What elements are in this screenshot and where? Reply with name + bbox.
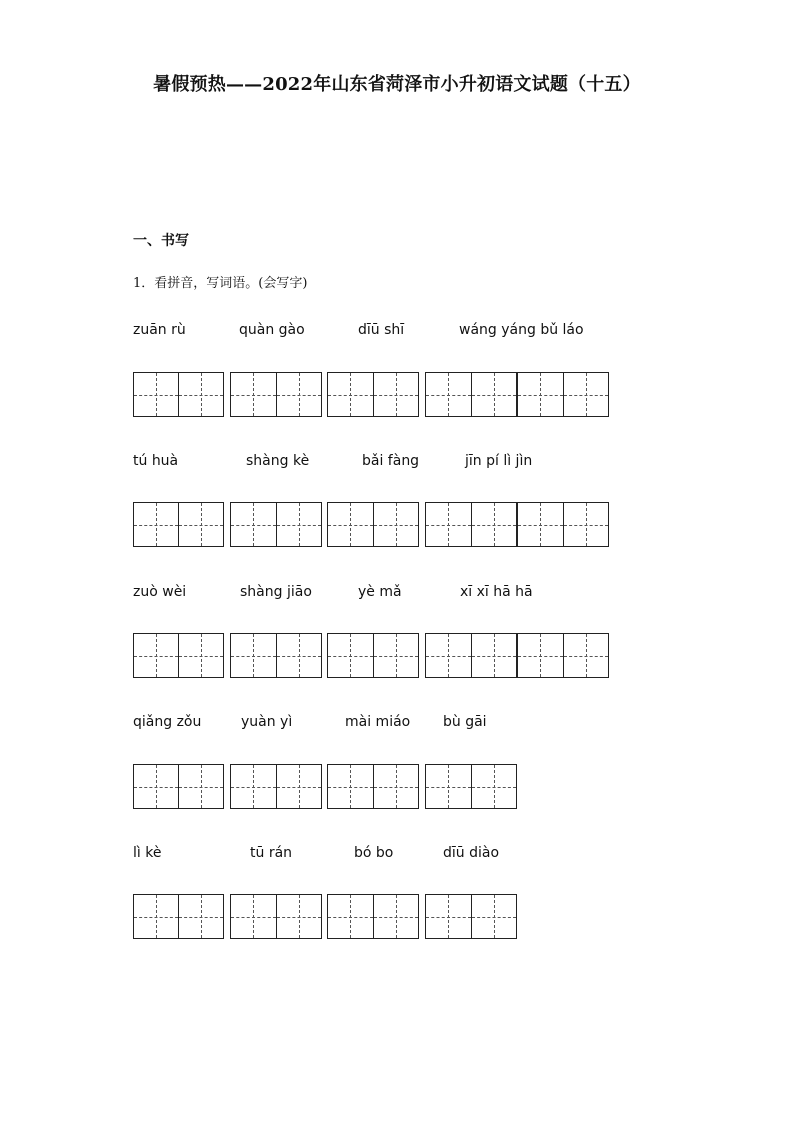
pinyin-label: dīū diào bbox=[443, 845, 500, 861]
writing-grid[interactable] bbox=[517, 502, 609, 547]
pinyin-label: tú huà bbox=[133, 453, 179, 469]
writing-grid[interactable] bbox=[133, 764, 224, 809]
section-heading: 一、书写 bbox=[133, 233, 189, 249]
pinyin-label: dīū shī bbox=[358, 322, 405, 338]
pinyin-label: yè mǎ bbox=[358, 584, 402, 600]
pinyin-label: shàng kè bbox=[246, 453, 310, 469]
pinyin-label: mài miáo bbox=[345, 714, 411, 730]
writing-grid[interactable] bbox=[327, 502, 419, 547]
pinyin-label: qiǎng zǒu bbox=[133, 714, 202, 730]
page-title: 暑假预热——2022年山东省菏泽市小升初语文试题（十五） bbox=[153, 74, 641, 95]
writing-grid[interactable] bbox=[517, 633, 609, 678]
writing-grid[interactable] bbox=[230, 502, 322, 547]
writing-grid[interactable] bbox=[230, 372, 322, 417]
pinyin-label: wáng yáng bǔ láo bbox=[459, 322, 584, 338]
writing-grid[interactable] bbox=[133, 372, 224, 417]
pinyin-label: zuān rù bbox=[133, 322, 186, 338]
writing-grid[interactable] bbox=[133, 502, 224, 547]
pinyin-label: jīn pí lì jìn bbox=[465, 453, 533, 469]
writing-grid[interactable] bbox=[133, 633, 224, 678]
pinyin-label: quàn gào bbox=[239, 322, 305, 338]
writing-grid[interactable] bbox=[425, 633, 517, 678]
pinyin-label: shàng jiāo bbox=[240, 584, 312, 600]
writing-grid[interactable] bbox=[327, 372, 419, 417]
writing-grid[interactable] bbox=[327, 764, 419, 809]
writing-grid[interactable] bbox=[425, 764, 517, 809]
writing-grid[interactable] bbox=[230, 764, 322, 809]
writing-grid[interactable] bbox=[517, 372, 609, 417]
writing-grid[interactable] bbox=[425, 894, 517, 939]
pinyin-label: yuàn yì bbox=[241, 714, 293, 730]
writing-grid[interactable] bbox=[425, 502, 517, 547]
writing-grid[interactable] bbox=[327, 894, 419, 939]
pinyin-label: xī xī hā hā bbox=[460, 584, 533, 600]
writing-grid[interactable] bbox=[327, 633, 419, 678]
writing-grid[interactable] bbox=[230, 633, 322, 678]
pinyin-label: bǎi fàng bbox=[362, 453, 420, 469]
pinyin-label: bù gāi bbox=[443, 714, 487, 730]
question-prompt: 1．看拼音，写词语。(会写字) bbox=[133, 276, 308, 291]
pinyin-label: bó bo bbox=[354, 845, 394, 861]
writing-grid[interactable] bbox=[425, 372, 517, 417]
writing-grid[interactable] bbox=[133, 894, 224, 939]
pinyin-label: tū rán bbox=[250, 845, 293, 861]
pinyin-label: zuò wèi bbox=[133, 584, 187, 600]
writing-grid[interactable] bbox=[230, 894, 322, 939]
pinyin-label: lì kè bbox=[133, 845, 162, 861]
